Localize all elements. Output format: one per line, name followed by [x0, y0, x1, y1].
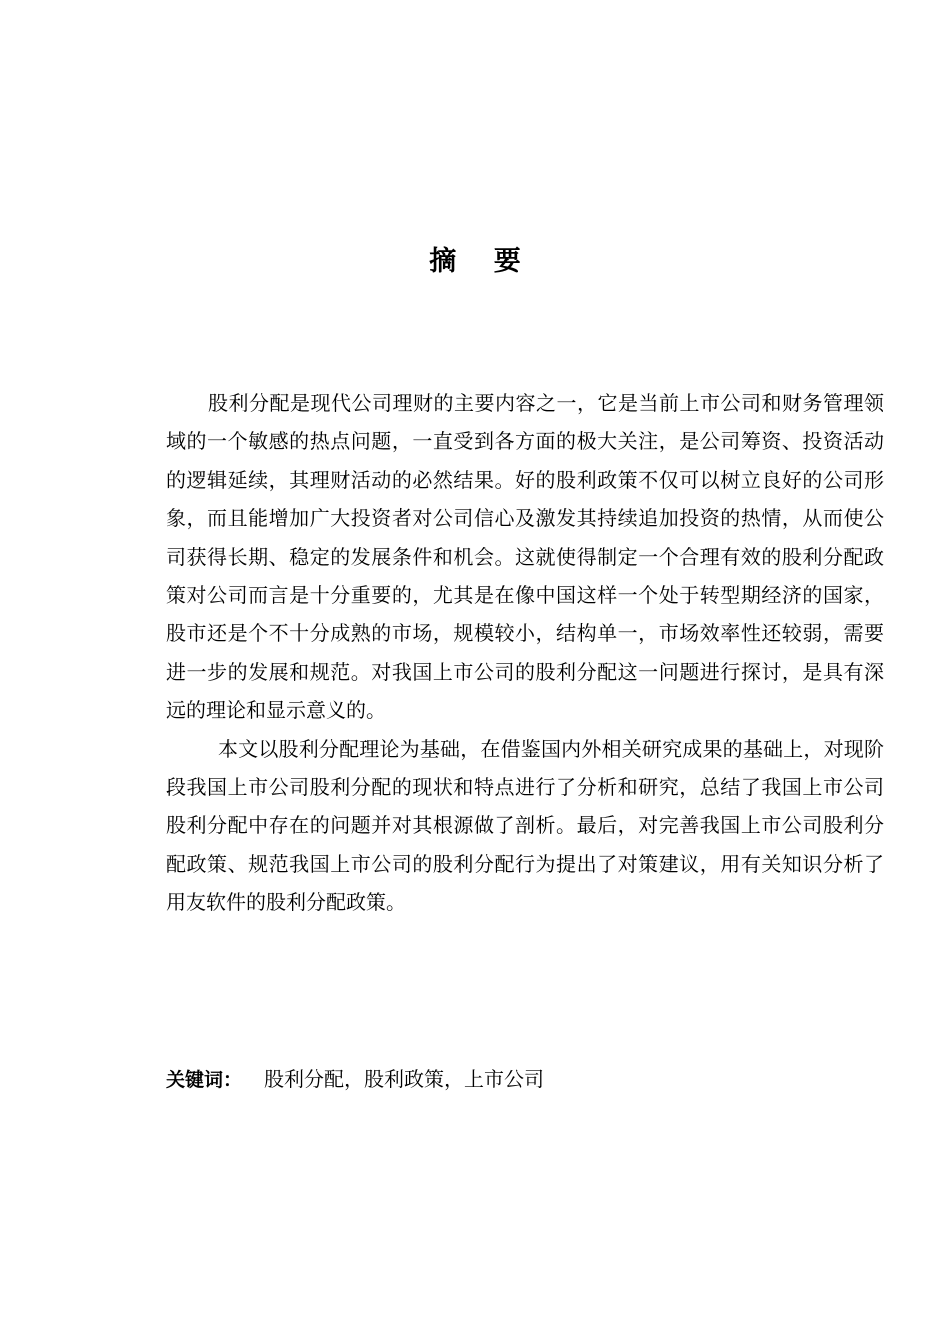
abstract-paragraph-1: 股利分配是现代公司理财的主要内容之一，它是当前上市公司和财务管理领域的一个敏感的热点问题，一直受到各方面的极大关注，是公司筹资、投资活动的逻辑延续，其理财活动的必然结果。好的股利政策不仅可以树立良好的公司形象，而且能增加广大投资者对公司信心及激发其持续追加投资的热情，从而使公司获得长期、稳定的发展条件和机会。这就使得制定一个合理有效的股利分配政策对公司而言是十分重要的，尤其是在像中国这样一个处于转型期经济的国家，股市还是个不十分成熟的市场，规模较小，结构单一，市场效率性还较弱，需要进一步的发展和规范。对我国上市公司的股利分配这一问题进行探讨，是具有深远的理论和显示意义的。 — [166, 391, 884, 723]
keywords-label: 关键词： — [166, 1069, 243, 1091]
keywords-value: 股利分配，股利政策，上市公司 — [264, 1067, 545, 1091]
keywords-line — [166, 1063, 884, 1096]
abstract-body — [166, 384, 884, 922]
abstract-paragraph-2: 本文以股利分配理论为基础，在借鉴国内外相关研究成果的基础上，对现阶段我国上市公司股利分配的现状和特点进行了分析和研究，总结了我国上市公司股利分配中存在的问题并对其根源做了剖析。最后，对完善我国上市公司股利分配政策、规范我国上市公司的股利分配行为提出了对策建议，用有关知识分析了用友软件的股利分配政策。 — [166, 736, 884, 915]
abstract-title: 摘 要 — [429, 246, 535, 277]
